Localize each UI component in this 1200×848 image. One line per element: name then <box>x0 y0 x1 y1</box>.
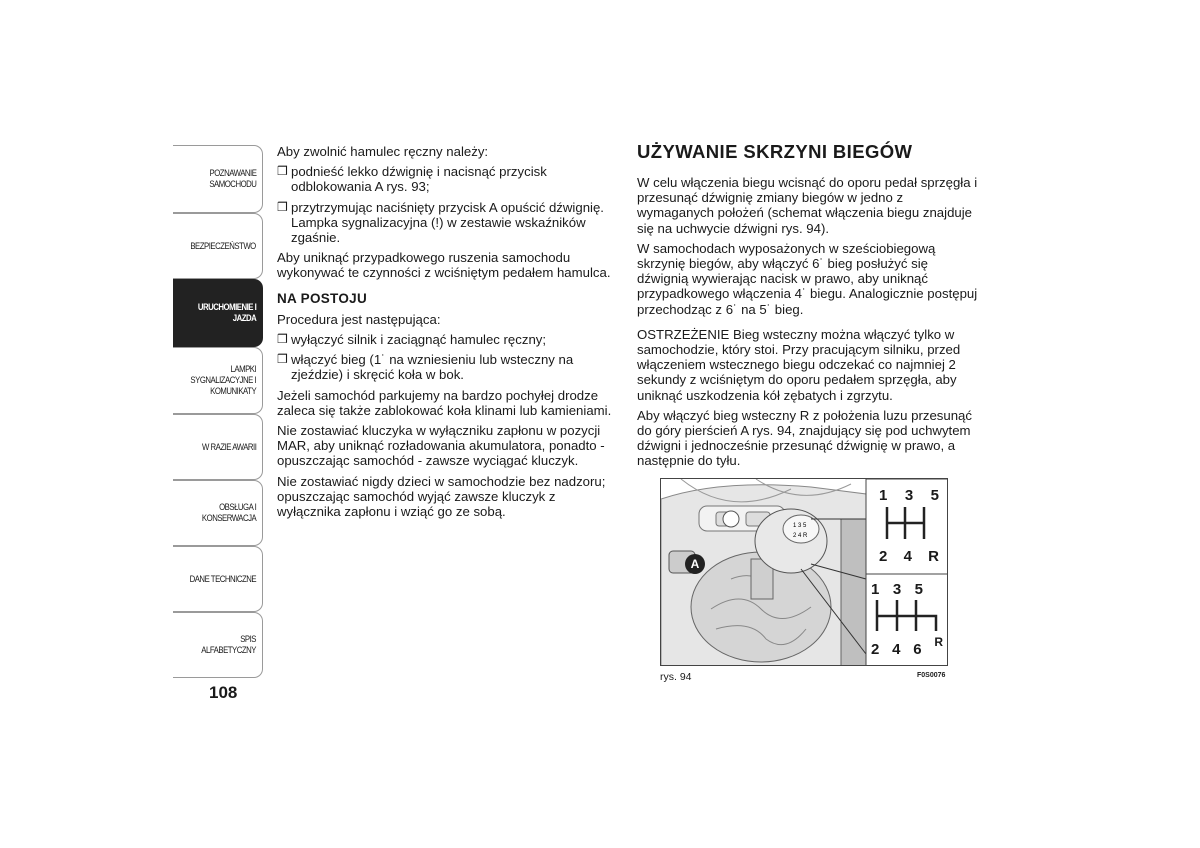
gear-diagram-6-speed-top: 1 3 5 <box>871 581 923 598</box>
gear-diagram-5-speed-top: 1 3 5 <box>879 487 939 504</box>
paragraph: Procedura jest następująca: <box>277 311 441 327</box>
paragraph: Aby włączyć bieg wsteczny R z położenia luzu przesunąć do góry pierścień A rys. 94, znajdujący się pod uchwytem dźwigni i jednocześnie przesunąć dźwignię w prawo, a następnie do tyłu. <box>637 407 972 469</box>
page-number: 108 <box>209 683 238 702</box>
svg-text:1 3 5: 1 3 5 <box>793 523 807 529</box>
paragraph: Jeżeli samochód parkujemy na bardzo pochyłej drodze zaleca się także zablokować koła klinami lub kamieniami. <box>277 387 612 418</box>
paragraph: Nie zostawiać nigdy dzieci w samochodzie bez nadzoru; opuszczając samochód wyjąć zawsze kluczyk z wyłącznika zapłonu i wziąć go ze sobą. <box>277 473 606 520</box>
tab-dane-techniczne[interactable]: DANE TECHNICZNE <box>173 546 263 612</box>
right-column <box>637 175 982 474</box>
tab-w-razie-awarii[interactable]: W RAZIE AWARII <box>173 414 263 480</box>
callout-a: A <box>685 554 705 574</box>
list-item: ❒ przytrzymując naciśnięty przycisk A opuścić dźwignię. Lampka sygnalizacyjna (!) w zestawie wskaźników zgaśnie. <box>277 199 604 246</box>
figure-caption: rys. 94 <box>660 671 692 683</box>
list-item: ❒ wyłączyć silnik i zaciągnąć hamulec ręczny; <box>277 332 547 348</box>
paragraph: W samochodach wyposażonych w sześciobiegową skrzynię biegów, aby włączyć 6˙ bieg posłużyć się dźwignią wywierając nacisk w prawo, aby uniknąć przypadkowego włączenia 4˙ biegu. Analogicznie postępuj przechodząc z 6˙ na 5˙ bieg. <box>637 240 978 317</box>
tab-spis-alfabetyczny[interactable]: SPIS ALFABETYCZNY <box>173 612 263 678</box>
left-column <box>277 144 622 524</box>
tab-lampki-sygnalizacyjne[interactable]: LAMPKI SYGNALIZACYJNE I KOMUNIKATY <box>173 347 263 414</box>
checkbox-bullet-icon: ❒ <box>277 352 288 367</box>
figure-code: F0S0076 <box>917 672 946 679</box>
paragraph: W celu włączenia biegu wcisnąć do oporu pedał sprzęgła i przesunąć dźwignię zmiany biegów w jedno z wymaganych położeń (schemat włączenia biegu znajduje się na uchwycie dźwigni rys. 94). <box>637 175 978 236</box>
warning-paragraph: OSTRZEŻENIE Bieg wsteczny można włączyć tylko w samochodzie, który stoi. Przy pracującym silniku, przed włączeniem wstecznego biegu odczekać co najmniej 2 sekundy z wciśniętym do oporu pedałem sprzęgła, aby uniknąć uszkodzenia kół zębatych i zgrzytu. <box>637 326 961 403</box>
gear-diagram-6-speed-bottom: 2 4 6 R <box>871 635 943 658</box>
section-heading: UŻYWANIE SKRZYNI BIEGÓW <box>637 141 913 162</box>
gear-diagram-5-speed-bottom: 2 4 R <box>879 548 939 565</box>
checkbox-bullet-icon: ❒ <box>277 332 288 347</box>
checkbox-bullet-icon: ❒ <box>277 199 288 214</box>
list-item: ❒ podnieść lekko dźwignię i nacisnąć przycisk odblokowania A rys. 93; <box>277 164 547 195</box>
paragraph: Aby uniknąć przypadkowego ruszenia samochodu wykonywać te czynności z wciśniętym pedałem hamulca. <box>277 250 611 281</box>
paragraph: Aby zwolnić hamulec ręczny należy: <box>277 144 489 159</box>
section-subheading: NA POSTOJU <box>277 290 368 306</box>
tab-poznawanie-samochodu[interactable]: POZNAWANIE SAMOCHODU <box>173 145 263 213</box>
gear-lever-illustration <box>660 478 948 666</box>
checkbox-bullet-icon: ❒ <box>277 164 288 179</box>
tab-uruchomienie-i-jazda[interactable]: URUCHOMIENIE I JAZDA <box>173 279 263 347</box>
paragraph: Nie zostawiać kluczyka w wyłączniku zapłonu w pozycji MAR, aby uniknąć rozładowania akumulatora, ponadto - opuszczając samochód - zawsze wyciągać kluczyk. <box>277 423 605 469</box>
gear-lever-drawing <box>661 479 948 666</box>
tab-obsluga-i-konserwacja[interactable]: OBSŁUGA I KONSERWACJA <box>173 480 263 546</box>
list-item: ❒ włączyć bieg (1˙ na wzniesieniu lub wsteczny na zjeździe) i skręcić koła w bok. <box>277 352 574 383</box>
svg-text:2 4 R: 2 4 R <box>793 533 808 539</box>
tab-bezpieczenstwo[interactable]: BEZPIECZEŃSTWO <box>173 213 263 279</box>
